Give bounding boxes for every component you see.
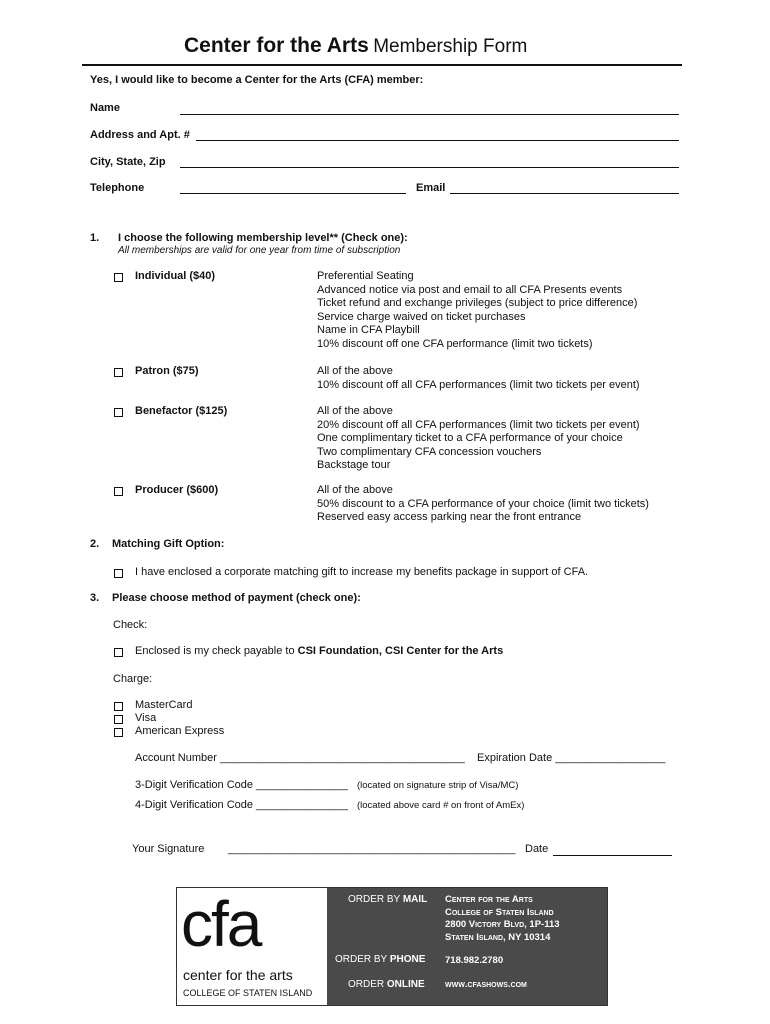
mastercard-checkbox[interactable] [114,702,123,711]
benefit-item: All of the above [317,484,393,496]
benefit-item: 10% discount off all CFA performances (limit two tickets per event) [317,378,640,391]
benefit-item: Two complimentary CFA concession vouchers [317,445,542,458]
address-label: Address and Apt. # [90,129,190,141]
order-phone-prefix: ORDER BY [335,954,388,965]
matching-gift-checkbox[interactable] [114,569,123,578]
level-patron: Patron ($75) [135,365,199,377]
order-online-prefix: ORDER [348,979,385,990]
order-online [348,979,425,990]
name-label: Name [90,102,120,114]
title-rule [82,64,682,66]
producer-checkbox[interactable] [114,487,123,496]
order-mail-method: MAIL [402,894,428,905]
benefit-item: Ticket refund and exchange privileges (subject to price difference) [317,297,638,309]
benefit-item: Service charge waived on ticket purchases [317,310,526,323]
benefit-item: Name in CFA Playbill [317,324,420,336]
visa-checkbox[interactable] [114,715,123,724]
section2-heading: Matching Gift Option: [112,538,225,550]
level-individual: Individual ($40) [135,270,216,282]
code3-note: (located on signature strip of Visa/MC) [357,780,519,791]
address-line: Center for the Arts [445,894,533,905]
ordering-box [176,887,608,1006]
patron-checkbox[interactable] [114,368,123,377]
benefit-item: 20% discount off all CFA performances (limit two tickets per event) [317,418,640,431]
address-line: College of Staten Island [445,906,554,918]
matching-gift-option: I have enclosed a corporate matching gift to increase my benefits package in support of CFA. [135,566,589,578]
charge-label: Charge: [113,673,153,685]
code4-note: (located above card # on front of AmEx) [357,800,525,811]
producer-benefits [317,484,649,525]
page-title [184,34,527,58]
cfa-logo [177,888,327,1005]
check-checkbox[interactable] [114,648,123,657]
benefit-item: Advanced notice via post and email to all CFA Presents events [317,283,623,296]
check-option-prefix: Enclosed is my check payable to [135,645,298,657]
check-label: Check: [113,619,148,631]
check-payee: CSI Foundation, CSI Center for the Arts [297,645,504,657]
benefactor-benefits [317,405,640,473]
section1-heading: I choose the following membership level** (Check one): [118,232,408,244]
title-bold: Center for the Arts [184,34,369,57]
order-by-phone [335,954,425,965]
section1-number: 1. [90,232,100,244]
benefit-item: 50% discount to a CFA performance of your choice (limit two tickets) [317,497,649,510]
level-benefactor: Benefactor ($125) [135,405,228,417]
amex-checkbox[interactable] [114,728,123,737]
benefit-item: Preferential Seating [317,270,414,282]
telephone-label: Telephone [90,182,145,194]
benefit-item: One complimentary ticket to a CFA performance of your choice [317,432,623,444]
benefit-item: 10% discount off one CFA performance (limit two tickets) [317,337,593,350]
mail-address [445,894,560,944]
email-label: Email [416,182,446,194]
individual-checkbox[interactable] [114,273,123,282]
check-option [135,645,503,657]
telephone-field[interactable] [180,193,406,194]
code3-field[interactable]: 3-Digit Verification Code _______________ [135,779,348,791]
date-label: Date [525,843,549,855]
section2-number: 2. [90,538,100,550]
intro-text: Yes, I would like to become a Center for the Arts (CFA) member: [90,74,424,86]
order-info-panel [327,888,607,1005]
order-phone-method: PHONE [389,954,426,965]
individual-benefits [317,270,637,351]
card-amex: American Express [135,725,225,737]
benefactor-checkbox[interactable] [114,408,123,417]
order-by-mail [348,894,427,905]
logo-college: COLLEGE OF STATEN ISLAND [183,988,313,998]
logo-subtitle: center for the arts [183,967,293,983]
title-regular: Membership Form [373,36,528,57]
patron-benefits [317,365,640,392]
website-link[interactable]: www.cfashows.com [445,979,527,990]
level-producer: Producer ($600) [135,484,219,496]
logo-letters: cfa [181,888,261,960]
benefit-item: All of the above [317,405,393,417]
phone-number: 718.982.2780 [445,955,504,966]
order-mail-prefix: ORDER BY [348,894,401,905]
name-field[interactable] [180,114,679,115]
account-number-field[interactable]: Account Number ________________________________________ [135,752,465,764]
code4-field[interactable]: 4-Digit Verification Code _______________ [135,799,348,811]
signature-field[interactable]: _______________________________________________ [228,843,516,855]
section3-heading: Please choose method of payment (check one): [112,592,361,604]
city-field[interactable] [180,167,679,168]
section3-number: 3. [90,592,100,604]
signature-label: Your Signature [132,843,205,855]
card-visa: Visa [135,712,157,724]
address-field[interactable] [196,140,679,141]
section1-note: All memberships are valid for one year from time of subscription [118,245,401,256]
address-line: Staten Island, NY 10314 [445,931,551,943]
benefit-item: All of the above [317,365,393,377]
date-field[interactable] [553,855,672,856]
city-label: City, State, Zip [90,156,166,168]
expiration-date-field[interactable]: Expiration Date __________________ [477,752,666,764]
order-online-method: ONLINE [386,979,425,990]
benefit-item: Backstage tour [317,459,391,471]
benefit-item: Reserved easy access parking near the front entrance [317,511,582,523]
address-line: 2800 Victory Blvd, 1P-113 [445,919,560,930]
card-mastercard: MasterCard [135,699,193,711]
email-field[interactable] [450,193,679,194]
